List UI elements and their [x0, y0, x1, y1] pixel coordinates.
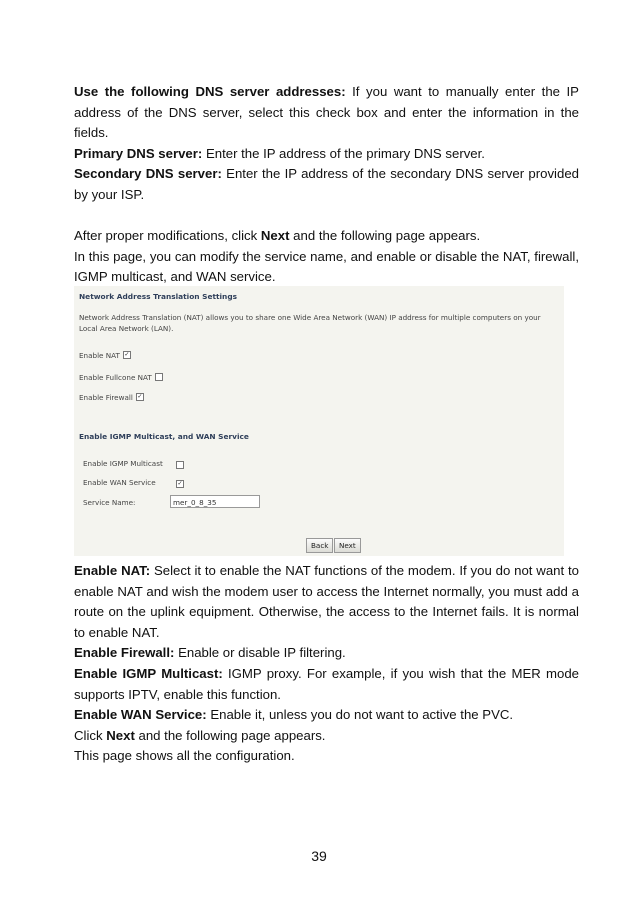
page-intro-paragraph: In this page, you can modify the service name, and enable or disable the NAT, firewall, IGMP multicast, and WAN service.	[74, 248, 579, 285]
enable-wan-label: Enable WAN Service	[83, 478, 156, 487]
document-body	[74, 82, 579, 288]
igmp-section-title: Enable IGMP Multicast, and WAN Service	[79, 432, 249, 441]
nat-settings-screenshot	[74, 286, 564, 556]
dns-secondary-paragraph: Secondary DNS server: Enter the IP address of the secondary DNS server provided by your ISP.	[74, 166, 579, 202]
nat-description-line2: Local Area Network (LAN).	[79, 324, 174, 333]
enable-igmp-paragraph: Enable IGMP Multicast: IGMP proxy. For example, if you wish that the MER mode supports IPTV, enable this function.	[74, 665, 579, 702]
enable-wan-paragraph: Enable WAN Service: Enable it, unless you do not want to active the PVC.	[74, 707, 514, 723]
dns-primary-paragraph: Primary DNS server: Enter the IP address of the primary DNS server.	[74, 145, 485, 161]
field-descriptions	[74, 561, 579, 767]
enable-nat-paragraph: Enable NAT: Select it to enable the NAT functions of the modem. If you do not want to enable NAT and wish the modem user to access the Internet normally, you must add a route on the uplink equipment. Otherwise, the access to the Internet fails. It is normal to enable NAT.	[74, 563, 579, 640]
enable-igmp-label: Enable IGMP Multicast	[83, 459, 163, 468]
service-name-input[interactable]: mer_0_8_35	[170, 495, 260, 508]
enable-fullcone-row: Enable Fullcone NAT	[79, 372, 163, 383]
enable-nat-row: Enable NAT ✓	[79, 351, 130, 360]
enable-wan-checkbox[interactable]: ✓	[177, 480, 183, 487]
nat-description-line1: Network Address Translation (NAT) allows you to share one Wide Area Network (WAN) IP address for multiple computers on your	[79, 313, 541, 322]
back-button[interactable]: Back	[306, 538, 333, 553]
enable-igmp-checkbox[interactable]	[176, 461, 184, 469]
service-name-label: Service Name:	[83, 498, 136, 507]
nat-settings-title: Network Address Translation Settings	[79, 292, 238, 301]
enable-fullcone-checkbox[interactable]	[155, 373, 163, 381]
enable-firewall-row: Enable Firewall ✓	[79, 393, 143, 402]
after-modifications-paragraph: After proper modifications, click Next and the following page appears.	[74, 228, 481, 244]
enable-firewall-checkbox[interactable]: ✓	[137, 393, 143, 400]
shows-configuration-paragraph: This page shows all the configuration.	[74, 748, 295, 764]
dns-use-paragraph: Use the following DNS server addresses: If you want to manually enter the IP address of the DNS server, select this check box and enter the information in the fields.	[74, 84, 579, 141]
enable-nat-checkbox[interactable]: ✓	[124, 351, 130, 358]
next-button[interactable]: Next	[334, 538, 361, 553]
enable-firewall-paragraph: Enable Firewall: Enable or disable IP filtering.	[74, 645, 346, 661]
page-number: 39	[311, 848, 327, 864]
click-next-paragraph: Click Next and the following page appears.	[74, 727, 326, 743]
